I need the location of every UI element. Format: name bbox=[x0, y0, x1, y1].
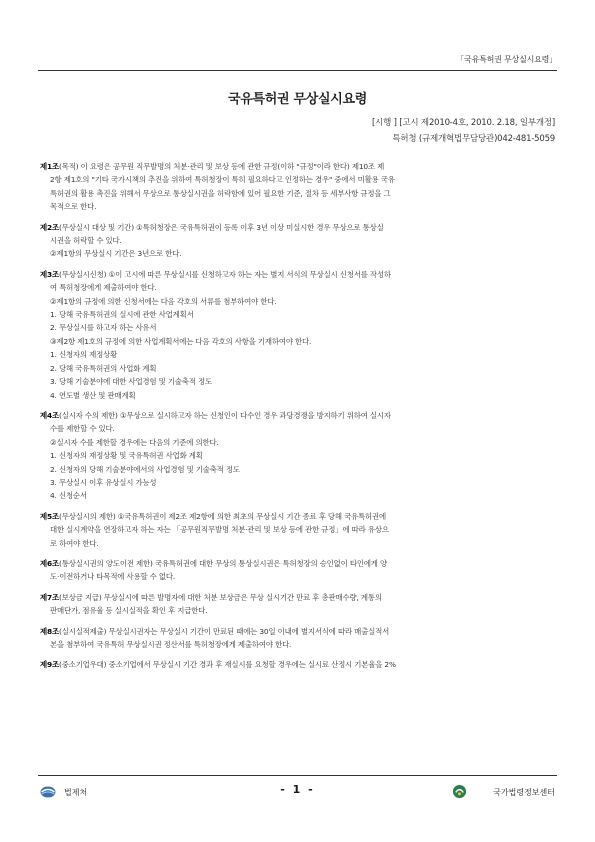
article-text: (무상실시신청) ①이 고시에 따른 무상실시를 신청하고자 하는 자는 별지 서식의 무상실시 신청서를 작성하 bbox=[58, 269, 391, 279]
article-block bbox=[40, 557, 557, 584]
article-label: 제3조 bbox=[40, 269, 59, 279]
article-line bbox=[40, 422, 557, 435]
article-line bbox=[40, 281, 557, 294]
article-text: 시권을 허락할 수 있다. bbox=[50, 236, 122, 246]
header-divider bbox=[38, 70, 557, 71]
article-text: 2항 제1호의 "기타 국가시책의 추진을 위하여 특허청장이 특히 필요하다고 인정하는 경우" 중에서 미활용 국유 bbox=[50, 175, 395, 185]
article-label: 제7조 bbox=[40, 592, 59, 602]
article-line bbox=[40, 557, 557, 570]
article-line bbox=[40, 489, 557, 502]
article-block bbox=[40, 268, 557, 402]
article-line bbox=[40, 449, 557, 462]
article-line bbox=[40, 375, 557, 388]
article-line bbox=[40, 268, 557, 281]
article-line bbox=[40, 436, 557, 449]
article-line bbox=[40, 173, 557, 186]
article-text: (실시자 수의 제한) ①무상으로 실시하고자 하는 신청인이 다수인 경우 과당경쟁을 방지하기 위하여 실시자 bbox=[58, 410, 391, 420]
article-text: 판매단가, 점유율 등 실시실적을 확인 후 지급한다. bbox=[50, 606, 208, 616]
article-text: (실시실적제출) 무상실시권자는 무상실시 기간이 만료된 때에는 30일 이내에 별지서식에 따라 매출실적서 bbox=[58, 626, 390, 636]
article-text: (목적) 이 요령은 공무원 직무발명의 처분·관리 및 보상 등에 관한 규정(이하 "규정"이라 한다) 제10조 제 bbox=[58, 162, 385, 171]
article-label: 제1조 bbox=[40, 162, 59, 171]
articles-body bbox=[40, 160, 557, 679]
footer-divider bbox=[38, 775, 557, 776]
article-text: ②제1항의 규정에 의한 신청서에는 다음 각호의 서류를 첨부하여야 한다. bbox=[50, 296, 277, 306]
article-text: 여 특허청장에게 제출하여야 한다. bbox=[50, 283, 157, 293]
enforcement-info: [시행 ] [고시 제2010-4호, 2010. 2.18, 일부개정] bbox=[372, 118, 555, 128]
article-text: (무상실시의 제한) ①국유특허권이 제2조 제2항에 의한 최초의 무상실시 기간 종료 후 당해 국유특허권에 bbox=[58, 511, 387, 521]
article-line bbox=[40, 295, 557, 308]
article-line bbox=[40, 348, 557, 361]
article-text: 특허권의 활용 촉진을 위해서 무상으로 통상실시권을 허락함에 있어 필요한 기준, 절차 등 세부사항 규정을 그 bbox=[50, 188, 391, 198]
article-text: 목적으로 한다. bbox=[50, 202, 97, 212]
footer-right-label: 국가법령정보센터 bbox=[493, 788, 555, 797]
article-text: 2. 신청자의 당해 기술분야에서의 사업경험 및 기술축적 정도 bbox=[50, 464, 240, 474]
article-text: 본을 첨부하여 국유특허 무상실시권 정산서를 특허청장에게 제출하여야 한다. bbox=[50, 640, 292, 649]
article-label: 제5조 bbox=[40, 511, 59, 521]
article-line bbox=[40, 625, 557, 638]
article-block bbox=[40, 221, 557, 261]
article-line bbox=[40, 234, 557, 247]
article-line bbox=[40, 591, 557, 604]
article-text: (무상실시 대상 및 기간) ①특허청장은 국유특허권이 등록 이후 3년 이상 미실시한 경우 무상으로 통상실 bbox=[58, 222, 384, 232]
article-text: 4. 신청순서 bbox=[50, 491, 87, 501]
article-line bbox=[40, 321, 557, 334]
article-block bbox=[40, 658, 557, 671]
article-block bbox=[40, 160, 557, 214]
footer-left-label: 법제처 bbox=[64, 788, 88, 797]
article-line bbox=[40, 476, 557, 489]
article-label: 제8조 bbox=[40, 626, 59, 636]
contact-info: 특허청 (규제개혁법무담당관)042-481-5059 bbox=[392, 134, 555, 144]
article-line bbox=[40, 537, 557, 550]
article-text: (보상금 지급) 무상실시에 따른 발명자에 대한 처분 보상금은 무상 실시기간 만료 후 총판매수량, 계통의 bbox=[58, 592, 382, 602]
article-label: 제4조 bbox=[40, 410, 59, 420]
article-line bbox=[40, 247, 557, 260]
article-text: 3. 당해 기술분야에 대한 사업경험 및 기술축적 정도 bbox=[50, 377, 212, 387]
article-line bbox=[40, 389, 557, 402]
article-line bbox=[40, 362, 557, 375]
article-text: 대한 실시계약을 연장하고자 하는 자는 「공무원직무발명 처분·관리 및 보상 등에 관한 규정」에 따라 유상으 bbox=[50, 525, 389, 535]
article-label: 제9조 bbox=[40, 660, 59, 670]
article-line bbox=[40, 221, 557, 234]
article-line bbox=[40, 658, 557, 671]
article-line bbox=[40, 463, 557, 476]
law-center-logo-icon bbox=[452, 784, 467, 799]
article-text: 1. 신청자의 재정상황 및 국유특허권 사업화 계획 bbox=[50, 451, 203, 461]
article-text: 1. 신청자의 재정상황 bbox=[50, 350, 118, 360]
article-text: 수를 제한할 수 있다. bbox=[50, 424, 115, 434]
article-line bbox=[40, 570, 557, 583]
article-text: 로 하여야 한다. bbox=[50, 538, 99, 548]
article-text: 4. 연도별 생산 및 판매계획 bbox=[50, 390, 136, 400]
article-text: 도·이전하거나 타목적에 사용할 수 없다. bbox=[50, 572, 176, 582]
article-line bbox=[40, 604, 557, 617]
article-text: 2. 무상실시를 하고자 하는 사유서 bbox=[50, 323, 157, 333]
article-line bbox=[40, 308, 557, 321]
article-line bbox=[40, 160, 557, 173]
article-text: (통상실시권의 양도이전 제한) 국유특허권에 대한 무상의 통상실시권은 특허청장의 승인없이 타인에게 양 bbox=[58, 558, 387, 568]
article-line bbox=[40, 510, 557, 523]
article-line bbox=[40, 523, 557, 536]
page-number: - 1 - bbox=[280, 783, 315, 796]
article-line bbox=[40, 200, 557, 213]
article-line bbox=[40, 335, 557, 348]
article-text: 1. 당해 국유특허권의 실시에 관한 사업계획서 bbox=[50, 310, 194, 320]
article-text: 2. 당해 국유특허권의 사업화 계획 bbox=[50, 363, 157, 373]
article-line bbox=[40, 409, 557, 422]
article-block bbox=[40, 409, 557, 503]
article-text: ③제2항 제1호의 규정에 의한 사업계획서에는 다음 각호의 사항을 기재하여야 한다. bbox=[50, 336, 312, 346]
article-block bbox=[40, 510, 557, 550]
article-block bbox=[40, 625, 557, 652]
article-label: 제2조 bbox=[40, 222, 59, 232]
page-title: 국유특허권 무상실시요령 bbox=[227, 92, 368, 107]
article-label: 제6조 bbox=[40, 558, 59, 568]
running-header: 「국유특허권 무상실시요령」 bbox=[456, 55, 557, 64]
article-text: ②실시자 수를 제한할 경우에는 다음의 기준에 의한다. bbox=[50, 437, 219, 447]
article-line bbox=[40, 638, 557, 651]
article-line bbox=[40, 187, 557, 200]
article-text: ②제1항의 무상실시 기간은 3년으로 한다. bbox=[50, 249, 182, 259]
article-block bbox=[40, 591, 557, 618]
article-text: 3. 무상실시 이후 유상실시 가능성 bbox=[50, 477, 157, 487]
article-text: (중소기업우대) 중소기업에서 무상실시 기간 경과 후 재실시를 요청할 경우에는 실시료 산정시 기본율을 2% bbox=[58, 660, 396, 670]
